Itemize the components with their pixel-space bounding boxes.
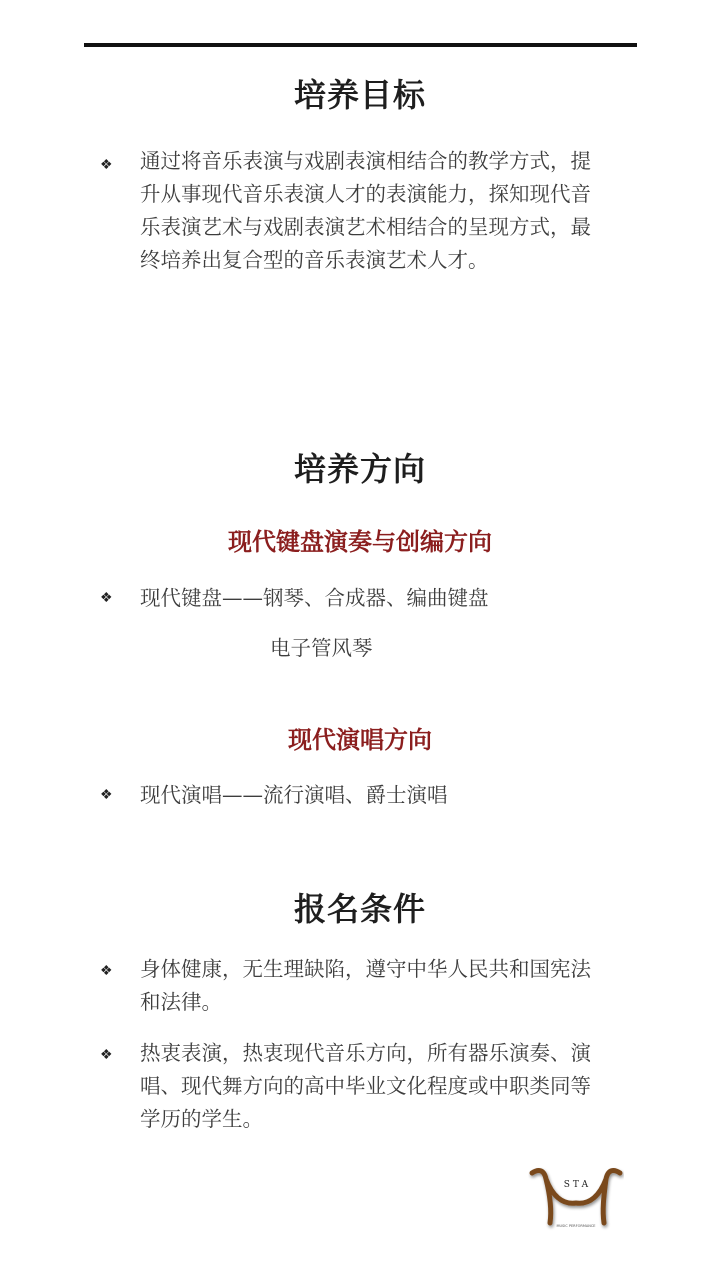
logo-caption: MUSIC PERFORMANCE	[556, 1224, 596, 1228]
bullet-icon: ❖	[100, 157, 113, 173]
subheading-vocal-direction: 现代演唱方向	[288, 725, 432, 754]
logo-letters: S T A	[563, 1180, 589, 1190]
text-line: 升从事现代音乐表演人才的表演能力，探知现代音	[140, 182, 591, 206]
bullet-icon: ❖	[100, 787, 113, 803]
logo-mark-icon	[528, 1165, 624, 1231]
section-title-requirements: 报名条件	[293, 890, 426, 928]
bullet-icon: ❖	[100, 590, 113, 606]
text-line: 身体健康，无生理缺陷，遵守中华人民共和国宪法	[140, 957, 591, 981]
sta-logo	[528, 1165, 624, 1231]
requirement-item	[140, 953, 591, 1019]
text-line: 唱、现代舞方向的高中毕业文化程度或中职类同等	[140, 1074, 591, 1098]
section-title-goals: 培养目标	[293, 76, 426, 114]
bullet-icon: ❖	[100, 1047, 113, 1063]
text-line: 终培养出复合型的音乐表演艺术人才。	[140, 248, 489, 272]
text-line: 热衷表演，热衷现代音乐方向，所有器乐演奏、演	[140, 1041, 591, 1065]
keyboard-item: 现代键盘——钢琴、合成器、编曲键盘	[140, 586, 489, 610]
bullet-icon: ❖	[100, 963, 113, 979]
vocal-item: 现代演唱——流行演唱、爵士演唱	[140, 783, 448, 807]
section-title-directions: 培养方向	[293, 450, 426, 488]
keyboard-item-continuation: 电子管风琴	[270, 636, 373, 660]
requirement-item	[140, 1037, 591, 1136]
goals-paragraph	[140, 145, 591, 277]
text-line: 学历的学生。	[140, 1107, 263, 1131]
text-line: 通过将音乐表演与戏剧表演相结合的教学方式，提	[140, 149, 591, 173]
subheading-keyboard-direction: 现代键盘演奏与创编方向	[228, 527, 492, 556]
text-line: 和法律。	[140, 990, 222, 1014]
top-divider	[84, 43, 637, 47]
text-line: 乐表演艺术与戏剧表演艺术相结合的呈现方式，最	[140, 215, 591, 239]
